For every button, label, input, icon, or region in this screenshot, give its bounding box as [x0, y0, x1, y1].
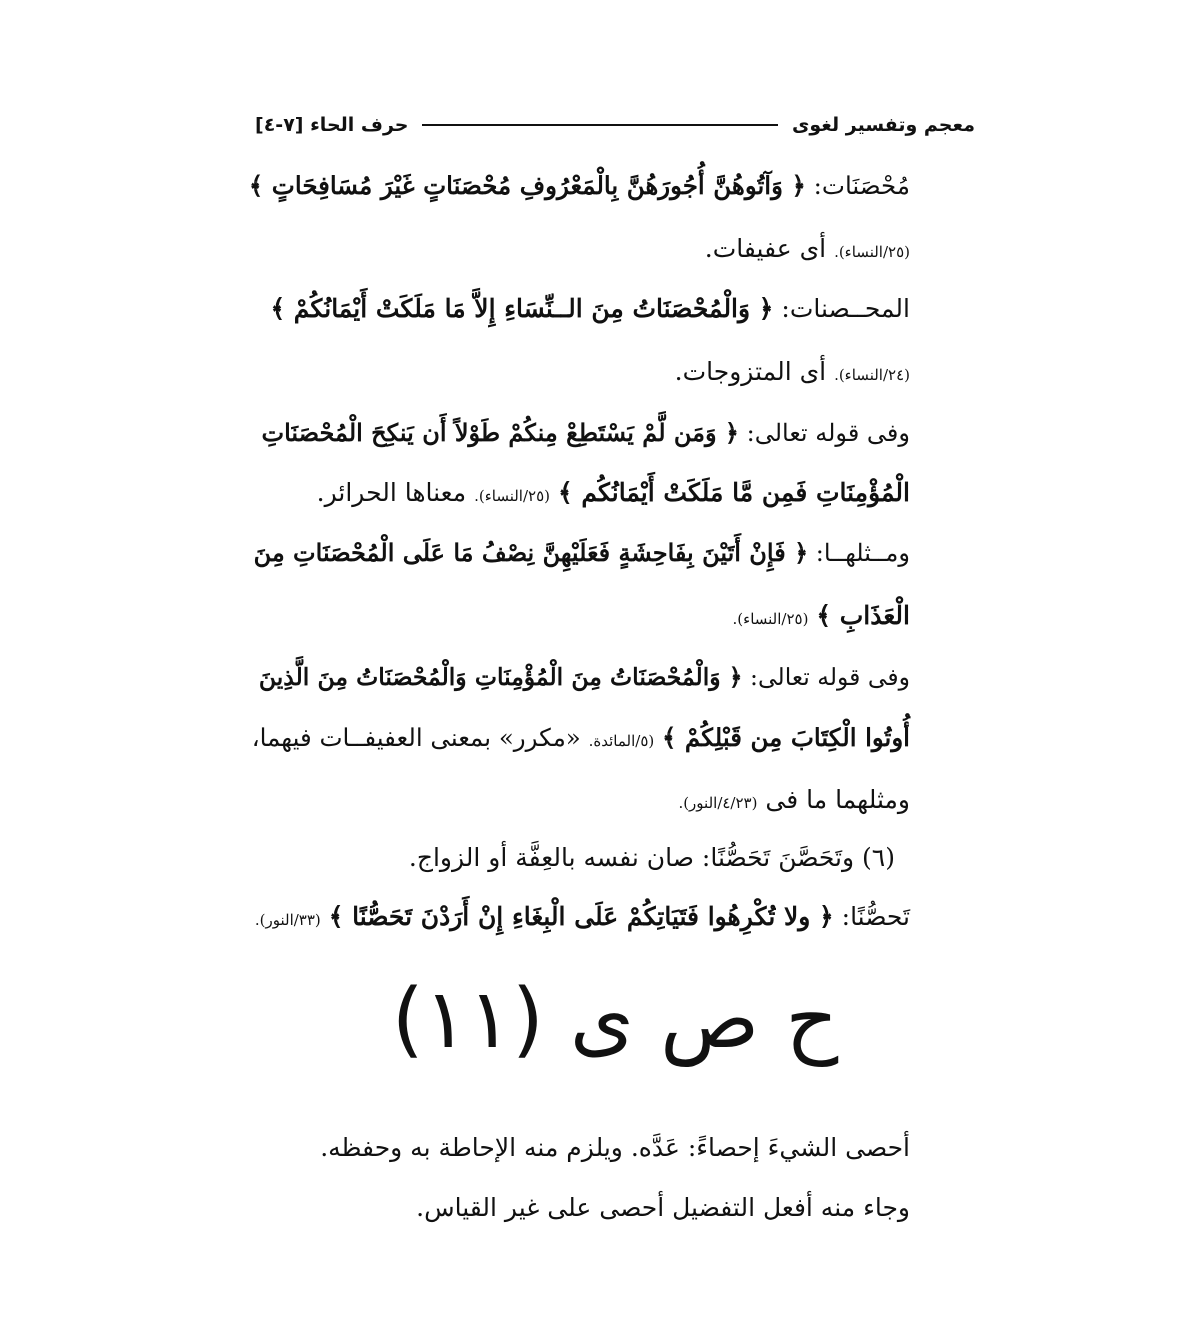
verse-reference: (٢٤/النساء). — [834, 366, 910, 384]
para-intro: وفى قوله تعالى: — [746, 419, 910, 447]
para-maida-line-3 — [250, 780, 910, 820]
header-rule — [422, 124, 777, 126]
entry-label: تَحصُّنًا: — [841, 902, 910, 931]
quran-verse: ﴿ وَالْمُحْصَنَاتُ مِنَ الْمُؤْمِنَاتِ وَالْمُحْصَنَاتُ مِنَ الَّذِينَ — [258, 663, 743, 691]
quran-verse: ﴿ ولا تُكْرِهُوا فَتَيَاتِكُمْ عَلَى الْبِغَاءِ إِنْ أَرَدْنَ تَحَصُّنًا ﴾ — [328, 902, 834, 931]
quran-verse: ﴿ وَمَن لَّمْ يَسْتَطِعْ مِنكُمْ طَوْلاً أَن يَنكِحَ الْمُحْصَنَاتِ — [261, 418, 739, 447]
verse-reference: (٢٥/النساء). — [732, 610, 809, 628]
section-label: حرف الحاء [٧-٤] — [255, 114, 409, 136]
entry-tahassunan-line — [250, 897, 910, 937]
entry-label: مُحْصَنَات: — [813, 171, 910, 200]
para-mithluha-line-1 — [250, 533, 910, 573]
sense-6-line — [250, 838, 895, 878]
running-header — [255, 110, 975, 140]
quran-verse: ﴿ وَالْمُحْصَنَاتُ مِنَ الــنِّسَاءِ إِلاَّ مَا مَلَكَتْ أَيْمَانُكُمْ ﴾ — [270, 294, 774, 323]
sense-text: (٦) وتَحَصَّنَ تَحَصُّنًا: صان نفسه بالعِفَّة أو الزواج. — [408, 843, 895, 872]
para-maida-line-1 — [250, 657, 910, 697]
entry-muhsanat-meaning-line — [250, 229, 910, 269]
entry-meaning: أى عفيفات. — [704, 234, 827, 263]
para-huriyat-line-1 — [250, 413, 910, 453]
para-text: ومثلهما ما فى — [765, 785, 910, 814]
para-maida-line-2 — [250, 718, 910, 758]
para-intro: ومــثلهــا: — [815, 539, 910, 567]
entry-muhsanat-line — [250, 166, 910, 206]
para-note: «مكرر» بمعنى العفيفــات فيهما، — [251, 723, 581, 752]
root-text-line-2 — [250, 1188, 910, 1228]
entry-meaning: أى المتزوجات. — [674, 357, 827, 386]
entry-label: المحــصنات: — [781, 294, 910, 323]
entry-almuhsanat-line — [250, 289, 910, 329]
root-text-line-1 — [250, 1128, 910, 1168]
para-huriyat-line-2 — [250, 473, 910, 513]
quran-verse-continued: الْمُؤْمِنَاتِ فَمِن مَّا مَلَكَتْ أَيْمَانُكُم ﴾ — [557, 478, 910, 507]
root-heading: ح ص ى (١١) — [391, 972, 839, 1067]
quran-verse: ﴿ فَإِنْ أَتَيْنَ بِفَاحِشَةٍ فَعَلَيْهِنَّ نِصْفُ مَا عَلَى الْمُحْصَنَاتِ مِنَ — [253, 538, 809, 567]
book-title: معجم وتفسير لغوى — [791, 114, 975, 136]
verse-reference: (٥/المائدة. — [588, 732, 655, 750]
verse-reference: (٤/٢٣/النور). — [678, 794, 758, 812]
quran-verse-continued: الْعَذَابِ ﴾ — [816, 601, 910, 630]
root-definition: وجاء منه أفعل التفضيل أحصى على غير القياس. — [416, 1193, 910, 1222]
para-meaning: معناها الحرائر. — [316, 478, 467, 507]
para-intro: وفى قوله تعالى: — [750, 663, 910, 691]
quran-verse: ﴿ وَآتُوهُنَّ أُجُورَهُنَّ بِالْمَعْرُوفِ مُحْصَنَاتٍ غَيْرَ مُسَافِحَاتٍ ﴾ — [248, 171, 806, 200]
verse-reference: (٢٥/النساء). — [834, 243, 910, 261]
verse-reference: (٢٥/النساء). — [474, 487, 551, 505]
entry-almuhsanat-meaning-line — [250, 352, 910, 392]
quran-verse-continued: أُوتُوا الْكِتَابَ مِن قَبْلِكُمْ ﴾ — [662, 723, 910, 752]
root-definition: أحصى الشيءَ إحصاءً: عَدَّه. ويلزم منه الإحاطة به وحفظه. — [320, 1133, 910, 1162]
verse-reference: (٣٣/النور). — [254, 911, 321, 929]
para-mithluha-line-2 — [250, 596, 910, 636]
